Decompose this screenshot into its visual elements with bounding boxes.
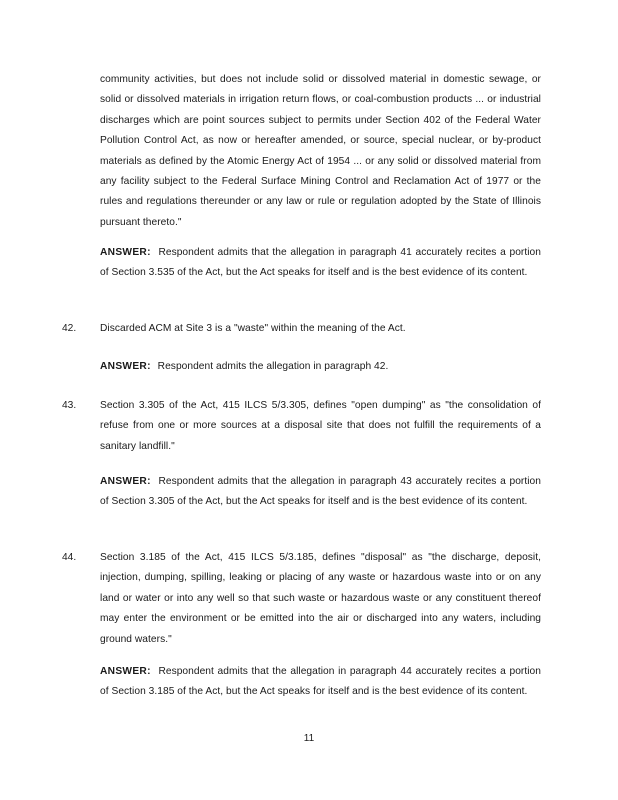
answer-41 bbox=[100, 243, 541, 284]
answer-label: ANSWER: bbox=[100, 247, 151, 258]
paragraph-44-text: Section 3.185 of the Act, 415 ILCS 5/3.185, defines "disposal" as "the discharge, deposit, injection, dumping, spilling, leaking or placing of any waste or hazardous waste into or on any land or water or into any well so that such waste or hazardous waste or any constituent thereof may enter the environment or be emitted into the air or discharged into any waters, including ground waters." bbox=[100, 552, 541, 645]
answer-43-text: Respondent admits that the allegation in paragraph 43 accurately recites a portion of Section 3.305 of the Act, but the Act speaks for itself and is the best evidence of its content. bbox=[100, 476, 541, 508]
answer-label: ANSWER: bbox=[100, 361, 151, 372]
answer-label: ANSWER: bbox=[100, 666, 151, 677]
answer-label: ANSWER: bbox=[100, 476, 151, 487]
answer-41-text: Respondent admits that the allegation in paragraph 41 accurately recites a portion of Section 3.535 of the Act, but the Act speaks for itself and is the best evidence of its content. bbox=[100, 247, 541, 279]
answer-43 bbox=[100, 472, 541, 513]
answer-44 bbox=[100, 662, 541, 703]
paragraph-44-number: 44. bbox=[62, 552, 77, 563]
answer-44-text: Respondent admits that the allegation in paragraph 44 accurately recites a portion of Section 3.185 of the Act, but the Act speaks for itself and is the best evidence of its content. bbox=[100, 666, 541, 698]
page-number: 11 bbox=[303, 733, 315, 744]
paragraph-43-number: 43. bbox=[62, 400, 77, 411]
definition-continuation: community activities, but does not include solid or dissolved material in domestic sewage, or solid or dissolved materials in irrigation return flows, or coal-combustion products ... or industrial discharges which are point sources subject to permits under Section 402 of the Federal Water Pollution Control Act, as now or hereafter amended, or source, special nuclear, or by-product materials as defined by the Atomic Energy Act of 1954 ... or any solid or dissolved material from any facility subject to the Federal Surface Mining Control and Reclamation Act of 1977 or the rules and regulations thereunder or any law or rule or regulation adopted by the State of Illinois pursuant thereto." bbox=[100, 74, 541, 228]
answer-42 bbox=[100, 357, 541, 377]
answer-42-text: Respondent admits the allegation in paragraph 42. bbox=[157, 361, 389, 372]
paragraph-42-number: 42. bbox=[62, 323, 77, 334]
paragraph-43-text: Section 3.305 of the Act, 415 ILCS 5/3.305, defines "open dumping" as "the consolidation of refuse from one or more sources at a disposal site that does not fulfill the requirements of a sanitary landfill." bbox=[100, 400, 541, 452]
paragraph-42-text: Discarded ACM at Site 3 is a "waste" within the meaning of the Act. bbox=[100, 323, 406, 334]
